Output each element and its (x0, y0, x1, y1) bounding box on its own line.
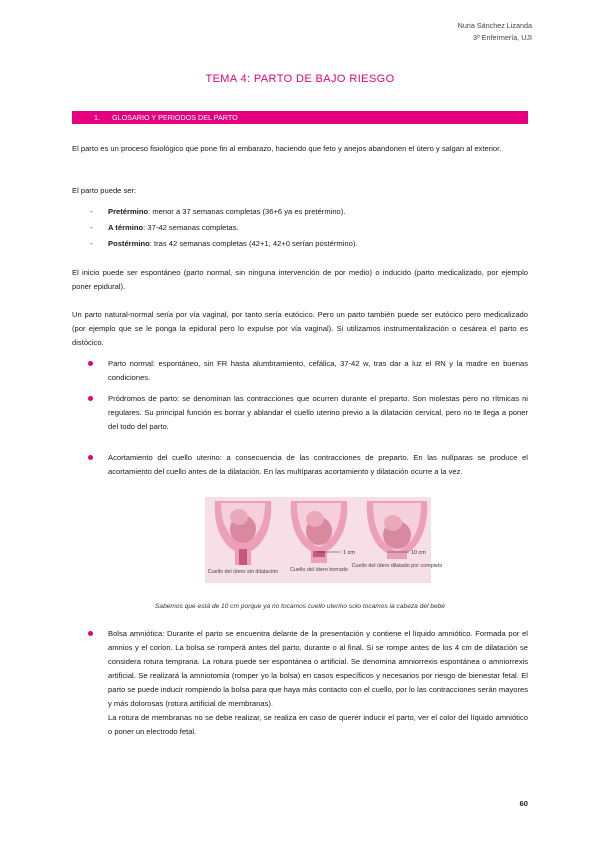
bullet-text: Parto normal: espontáneo, sin FR hasta alumbramiento, cefálica, 37-42 w, tras dar a luz el RN y la madre en buenas condiciones. (108, 359, 528, 382)
bullet-text: Acortamiento del cuello uterino: a consecuencia de las contracciones de preparto. En las nulíparas se produce el acortamiento del cuello antes de la dilatación. En las multíparas acortamiento y dilatación ocurre a la vez. (108, 453, 528, 476)
bullet-dot-icon (88, 361, 93, 366)
intro-paragraph: El parto es un proceso fisiológico que pone fin al embarazo, haciendo que feto y anejos abandonen el útero y salgan al exterior. (72, 144, 502, 153)
page-header (458, 20, 532, 44)
natural-paragraph: Un parto natural-normal sería por vía vaginal, por tanto sería eutócico. Pero un parto también puede ser eutócico pero medicalizado (por ejemplo que se le ponga la epidural pero lo expulse por vía vaginal). Si utilizamos instrumentalización o cesárea el parto es distócico. (72, 310, 528, 347)
bullet-prodromos (90, 392, 528, 434)
onset-paragraph: El inicio puede ser espontáneo (parto normal, sin ninguna intervención de por medio) o inducido (parto medicalizado, por ejemplo poner epidural). (72, 268, 528, 291)
uterus-effaced-illustration (290, 501, 355, 573)
course-name: 3º Enfermería, UJI (473, 33, 532, 42)
figure-caption: Sabemos que está de 10 cm porque ya no tocamos cuello uterino solo tocamos la cabeza del bebé (155, 603, 445, 610)
type-term: A término (108, 223, 144, 232)
author-name: Nuria Sánchez Lizanda (457, 21, 532, 30)
page-number: 60 (519, 799, 528, 808)
bullet-dot-icon (88, 631, 93, 636)
section-heading (72, 111, 528, 124)
section-label: GLOSARIO Y PERIODOS DEL PARTO (112, 113, 238, 122)
figure-label: Cuello del útero sin dilatación (207, 569, 279, 575)
uterus-dilated-illustration (352, 501, 443, 569)
type-text: : menor a 37 semanas completas (36+6 ya es pretérmino). (148, 207, 346, 216)
page-title: TEMA 4: PARTO DE BAJO RIESGO (205, 73, 395, 85)
cervix-dilation-figure (205, 497, 443, 583)
uterus-undilated-illustration (208, 501, 278, 575)
measure-10cm: 10 cm (411, 550, 426, 556)
figure-label: Cuello del útero borrado (290, 567, 348, 573)
cervix-illustration (205, 497, 443, 583)
bullet-parto-normal (90, 357, 528, 385)
bullet-text-continued: La rotura de membranas no se debe realizar, se realiza en caso de querer inducir el parto, ver el color del líquido amniótico o poner un electrodo fetal. (108, 713, 528, 736)
bullet-acortamiento (90, 451, 528, 479)
type-text: : 37-42 semanas completas. (143, 223, 239, 232)
bullet-dot-icon (88, 455, 93, 460)
bullet-text: Bolsa amniótica: Durante el parto se encuentra delante de la presentación y contiene el líquido amniótico. Formada por el amnios y el corion. La bolsa se romperá antes del parto, durante o al final. Si se rompe antes de los 4 cm de dilatación se considera rotura temprana. La rotura puede ser espontánea o artificial. Se denomina amniorrexis espontánea o amniorrexis artificial. Se realizará la amniotomía (romper yo la bolsa) en casos específicos y necesarios por riesgo de bienestar fetal. El parto se puede inducir rompiendo la bolsa para que haya más contacto con el cuello, por lo las contracciones serán mayores y más dolorosas (rotura artificial de membranas). (108, 629, 529, 708)
section-number: 1. (94, 113, 100, 122)
type-text: : tras 42 semanas completas (42+1, 42+0 serían postérmino). (149, 239, 358, 248)
type-term: Postérmino (108, 239, 150, 248)
type-term: Pretérmino (108, 207, 149, 216)
bullet-dot-icon (88, 396, 93, 401)
bullet-text: Pródromos de parto: se denominan las contracciones que ocurren durante el preparto. Son molestas pero no rítmicas ni regulares. Su principal función es borrar y ablandar el cuello uterino previo a la dilatación cervical, pero no te llega a poner del todo del parto. (108, 394, 528, 431)
measure-1cm: 1 cm (343, 550, 355, 556)
figure-label: Cuello del útero dilatado por completo (351, 563, 443, 569)
bullet-bolsa-amniotica (90, 627, 528, 739)
types-heading: El parto puede ser: (72, 186, 137, 195)
